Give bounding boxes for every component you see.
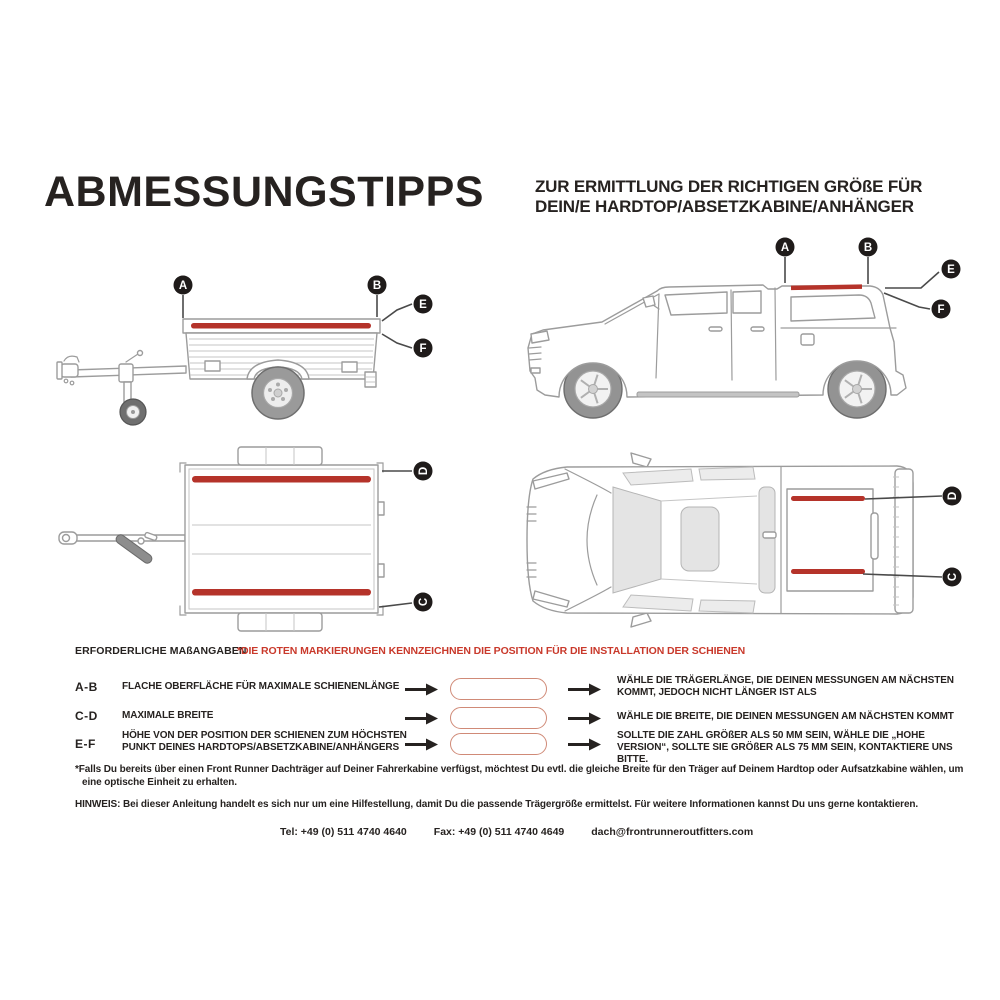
label-e-badge [942,260,961,279]
svg-text:A: A [780,242,790,254]
svg-text:E: E [947,264,955,276]
measure-row-ef-description: HÖHE VON DER POSITION DER SCHIENEN ZUM HÖCHSTEN PUNKT DEINES HARDTOPS/ABSETZKABINE/ANHÄNGERS [122,730,407,753]
truck-top-art [527,453,913,627]
contact-footer [280,826,753,838]
measure-row-ab-instruction: WÄHLE DIE TRÄGERLÄNGE, DIE DEINEN MESSUNGEN AM NÄCHSTEN KOMMT, JEDOCH NICHT LÄNGER IST ALS [617,675,954,698]
subtitle-line-2: DEIN/E HARDTOP/ABSETZKABINE/ANHÄNGER [535,197,914,216]
measurement-entry-box-ab [450,678,547,700]
label-f-badge [414,339,433,358]
contact-fax: Fax: +49 (0) 511 4740 4649 [433,826,565,838]
svg-text:D: D [947,491,959,501]
svg-text:F: F [419,343,427,355]
truck-side-art [528,284,906,418]
required-measurements-heading: ERFORDERLICHE MAßANGABEN [75,645,247,657]
svg-text:B: B [372,280,382,292]
measurement-entry-box-ef [450,733,547,755]
measure-row-ef-id: E-F [75,737,96,751]
trailer-side-view-drawing [55,258,465,443]
label-a-badge [776,238,795,257]
svg-text:E: E [419,299,427,311]
arrow-right-icon [568,712,602,725]
svg-text:A: A [178,280,188,292]
truck-top-view-drawing [505,443,980,643]
truck-side-view-drawing [505,228,980,433]
label-a-badge [174,276,193,295]
svg-text:D: D [418,466,430,476]
footnote-text: *Falls Du bereits über einen Front Runner Dachträger auf Deiner Fahrerkabine verfügst, möchtest Du evtl. die gleiche Breite für den Träger auf Deinem Hardtop oder Aufsatzkabine wählen, um eine optische Einheit zu erhalten. [75,764,964,788]
svg-text:B: B [863,242,873,254]
label-e-badge [414,295,433,314]
red-marker-note: *DIE ROTEN MARKIERUNGEN KENNZEICHNEN DIE POSITION FÜR DIE INSTALLATION DER SCHIENEN [237,645,746,657]
trailer-top-labels [379,462,433,612]
label-b-badge [859,238,878,257]
label-d-badge [943,487,962,506]
label-c-badge [414,593,433,612]
measure-row-cd-instruction: WÄHLE DIE BREITE, DIE DEINEN MESSUNGEN AM NÄCHSTEN KOMMT [617,711,954,722]
hint-text: HINWEIS: Bei dieser Anleitung handelt es sich nur um eine Hilfestellung, damit Du die passende Trägergröße ermittelst. Für weitere Informationen kannst Du uns gerne kontaktieren. [75,799,919,810]
trailer-side-art [57,319,380,425]
label-c-badge [943,568,962,587]
label-b-badge [368,276,387,295]
svg-text:C: C [947,572,959,582]
label-f-badge [932,300,951,319]
arrow-right-icon [405,712,439,725]
contact-email: dach@frontrunneroutfitters.com [591,826,754,838]
arrow-right-icon [405,738,439,751]
label-d-badge [414,462,433,481]
page-subtitle [535,177,922,217]
measure-row-cd-id: C-D [75,709,98,723]
subtitle-line-1: ZUR ERMITTLUNG DER RICHTIGEN GRÖßE FÜR [535,177,923,196]
arrow-right-icon [568,683,602,696]
measure-row-ab-description: FLACHE OBERFLÄCHE FÜR MAXIMALE SCHIENENLÄNGE [122,681,400,692]
measure-row-ab-id: A-B [75,680,98,694]
trailer-top-art [59,447,384,631]
measurement-entry-box-cd [450,707,547,729]
contact-tel: Tel: +49 (0) 511 4740 4640 [280,826,407,838]
svg-text:F: F [937,304,945,316]
svg-text:C: C [418,597,430,607]
arrow-right-icon [568,738,602,751]
measure-row-ef-instruction: SOLLTE DIE ZAHL GRÖßER ALS 50 MM SEIN, WÄHLE DIE „HOHE VERSION“, SOLLTE SIE GRÖßER ALS 75 MM SEIN, KONTAKTIERE UNS BITTE. [617,730,953,765]
arrow-right-icon [405,683,439,696]
measure-row-cd-description: MAXIMALE BREITE [122,710,214,721]
page-title: ABMESSUNGSTIPPS [44,168,484,216]
trailer-top-view-drawing [55,438,465,638]
